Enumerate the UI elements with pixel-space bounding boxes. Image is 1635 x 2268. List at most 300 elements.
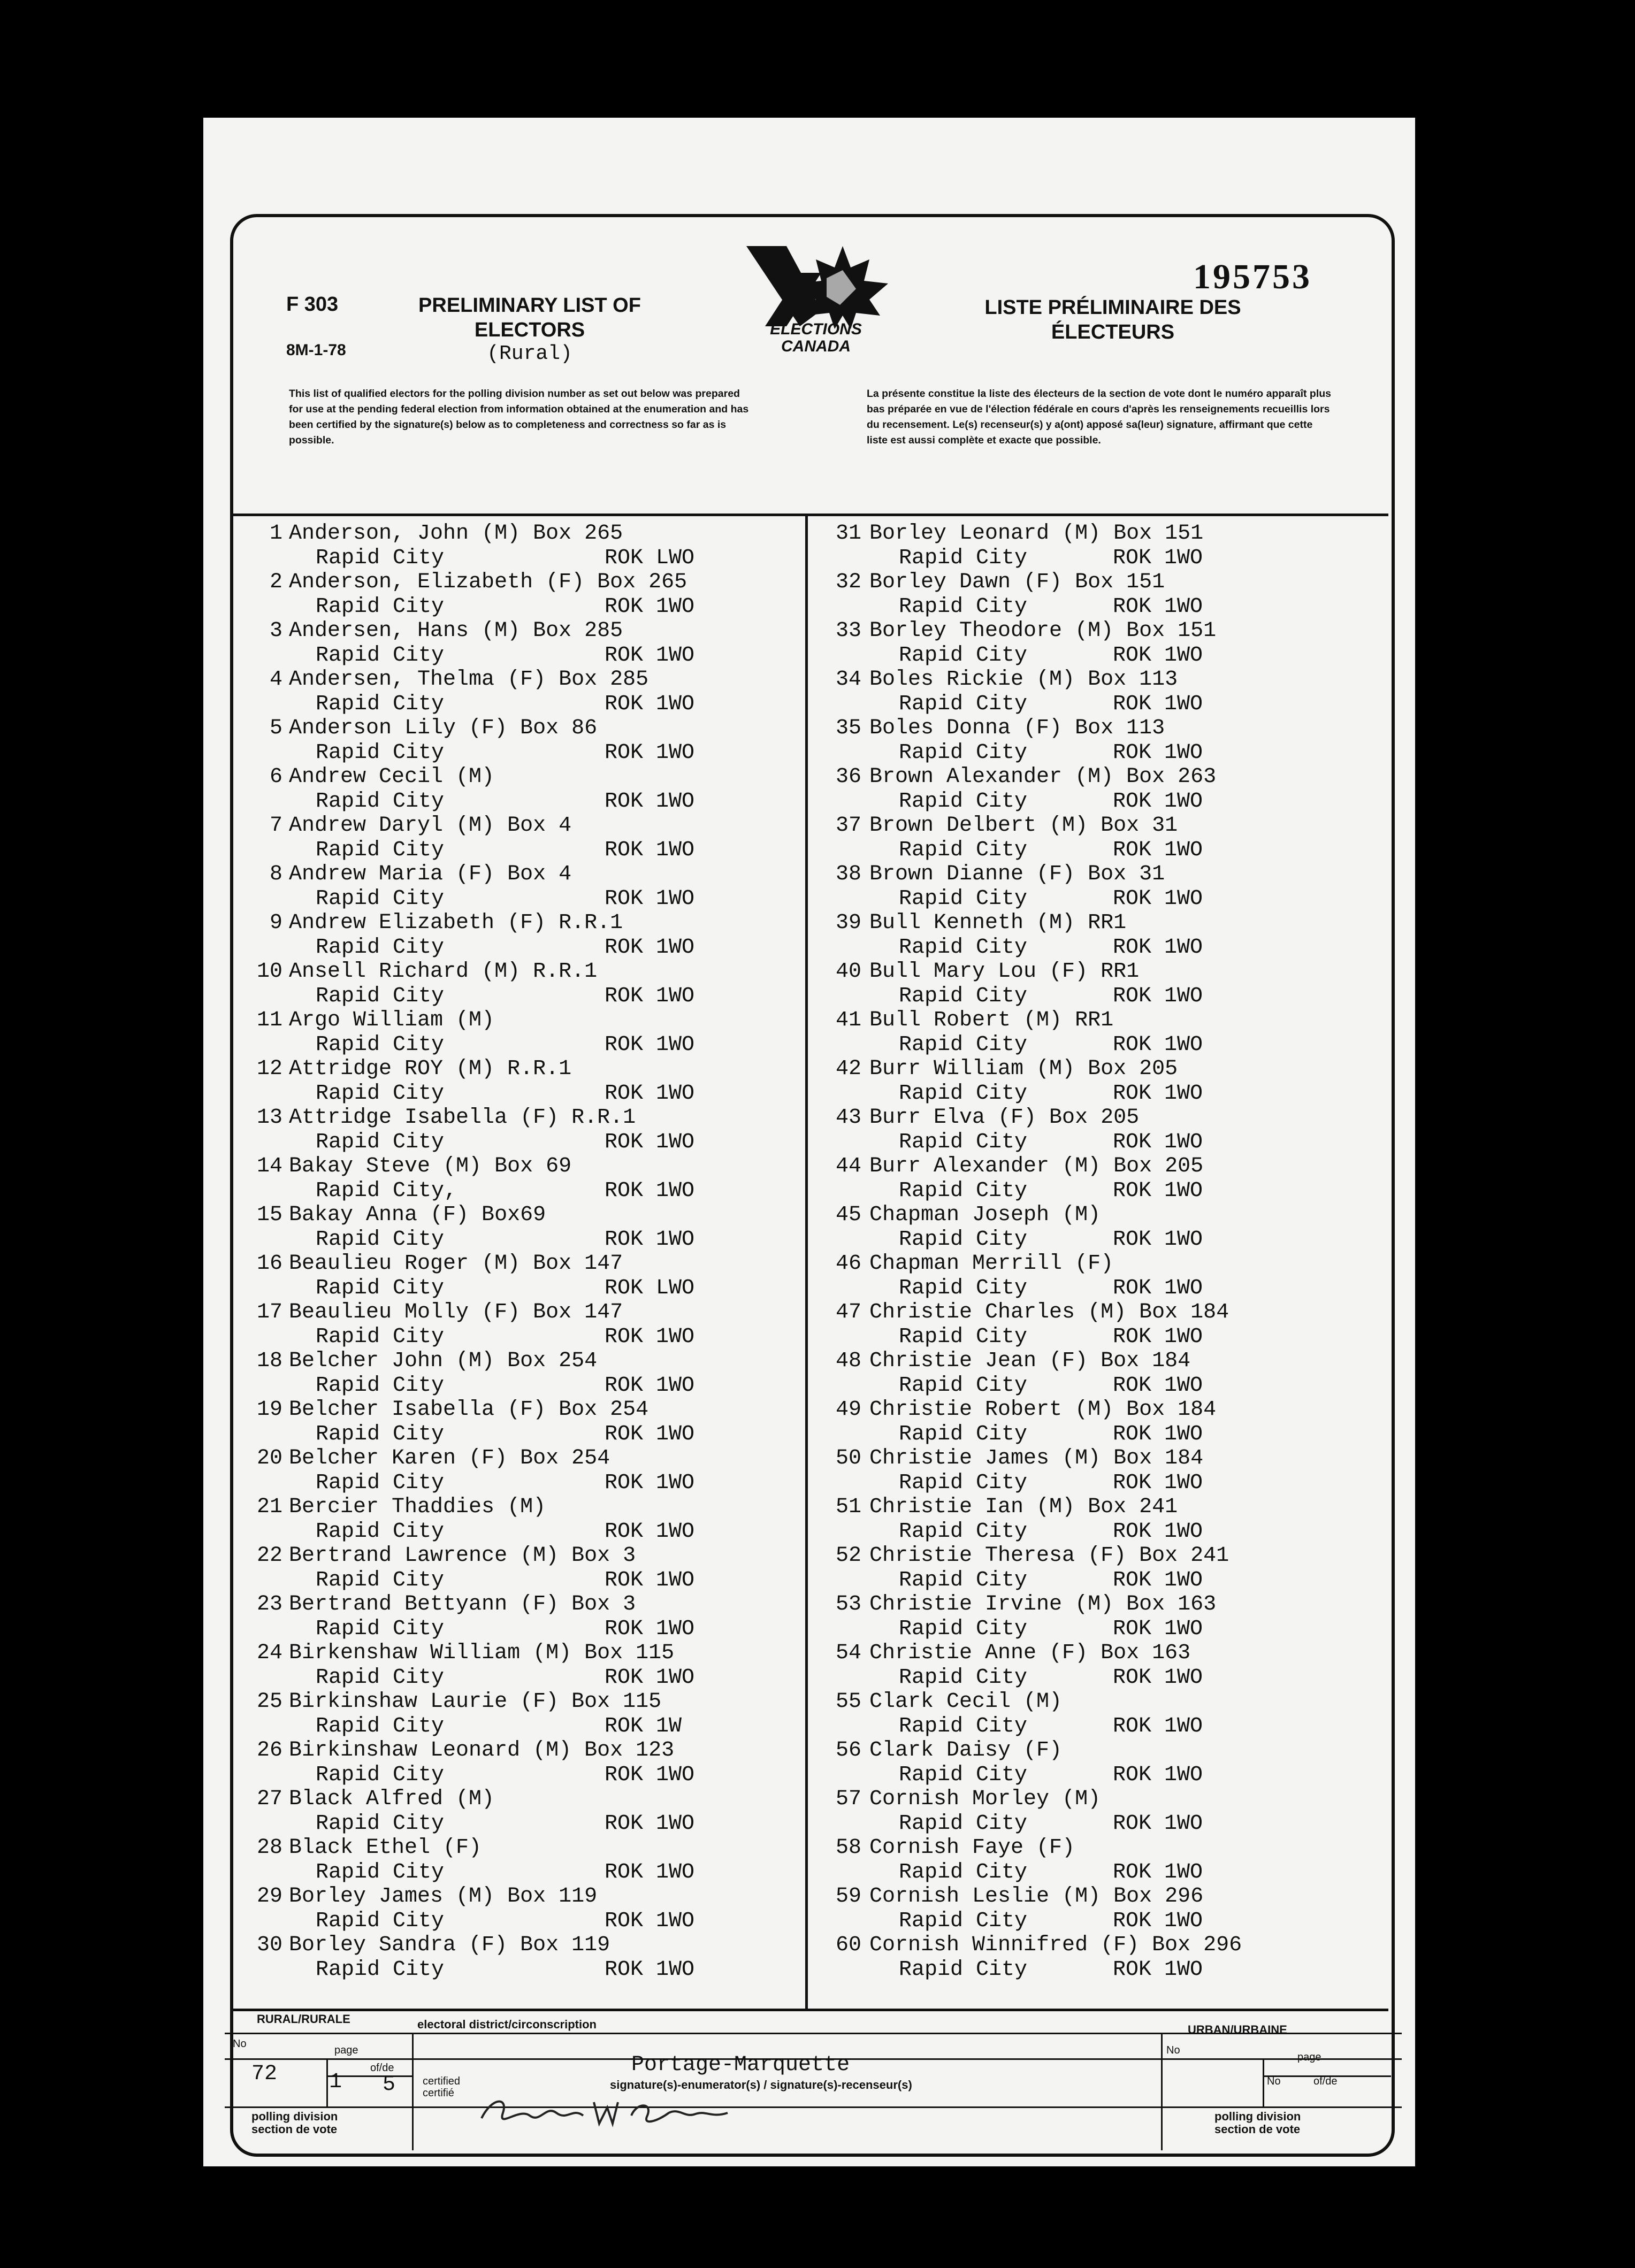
elector-city: Rapid City: [899, 1616, 1028, 1641]
elector-row: [813, 1398, 1380, 1446]
elector-city: Rapid City: [899, 1957, 1028, 1982]
elector-number: 22: [256, 1544, 282, 1568]
elector-postal: ROK 1WO: [605, 1178, 695, 1203]
title-french: [958, 295, 1268, 344]
elector-row: [235, 1349, 803, 1398]
elector-number: 24: [256, 1641, 282, 1665]
elector-name: Bakay Steve (M) Box 69: [289, 1154, 572, 1178]
elector-number: 48: [835, 1349, 861, 1373]
elector-city: Rapid City: [899, 1763, 1028, 1787]
elector-postal: ROK 1WO: [605, 1811, 695, 1836]
elector-city: Rapid City: [316, 789, 445, 814]
elector-city: Rapid City: [899, 546, 1028, 570]
elector-city: Rapid City: [899, 594, 1028, 619]
elector-row: [813, 1544, 1380, 1592]
elector-postal: ROK 1WO: [1113, 789, 1203, 814]
elector-postal: ROK 1WO: [605, 789, 695, 814]
elector-number: 56: [835, 1738, 861, 1763]
elector-row: [235, 1252, 803, 1300]
elector-postal: ROK 1WO: [605, 886, 695, 911]
elector-postal: ROK 1WO: [605, 1860, 695, 1884]
elector-postal: ROK 1WO: [1113, 1032, 1203, 1057]
elector-number: 28: [256, 1836, 282, 1860]
elector-postal: ROK 1WO: [1113, 1811, 1203, 1836]
of-label: of/de: [370, 2062, 394, 2074]
elector-postal: ROK 1WO: [605, 1519, 695, 1544]
elector-postal: ROK 1WO: [1113, 1227, 1203, 1252]
elector-city: Rapid City: [899, 692, 1028, 716]
elector-city: Rapid City: [899, 1130, 1028, 1154]
elector-city: Rapid City: [899, 1081, 1028, 1106]
elector-row: [235, 1787, 803, 1836]
elector-name: Burr William (M) Box 205: [869, 1057, 1178, 1081]
elector-postal: ROK 1WO: [605, 643, 695, 668]
elector-number: 29: [256, 1884, 282, 1909]
elector-postal: ROK 1WO: [1113, 1324, 1203, 1349]
elector-name: Chapman Merrill (F): [869, 1252, 1114, 1276]
elector-number: 53: [835, 1592, 861, 1616]
elector-city: Rapid City: [899, 1909, 1028, 1933]
elector-number: 38: [835, 862, 861, 886]
elector-row: [235, 1933, 803, 1982]
elector-number: 55: [835, 1690, 861, 1714]
elector-name: Belcher Isabella (F) Box 254: [289, 1398, 649, 1422]
elector-row: [235, 1544, 803, 1592]
elector-number: 23: [256, 1592, 282, 1616]
page-total: 5: [383, 2073, 396, 2097]
elector-number: 40: [835, 960, 861, 984]
elector-row: [235, 1738, 803, 1787]
footer-rule: [326, 2059, 328, 2108]
elector-name: Clark Daisy (F): [869, 1738, 1063, 1763]
elector-row: [813, 619, 1380, 668]
elector-postal: ROK 1WO: [605, 1227, 695, 1252]
elector-postal: ROK 1WO: [605, 594, 695, 619]
elector-postal: ROK 1WO: [1113, 1178, 1203, 1203]
elector-name: Bull Robert (M) RR1: [869, 1008, 1114, 1032]
elector-number: 57: [835, 1787, 861, 1811]
elector-city: Rapid City: [316, 1763, 445, 1787]
elector-city: Rapid City: [316, 984, 445, 1008]
elector-row: [813, 1446, 1380, 1495]
elector-number: 21: [256, 1495, 282, 1519]
elector-number: 30: [256, 1933, 282, 1957]
elector-postal: ROK 1WO: [605, 1422, 695, 1446]
elector-list-left: [235, 522, 803, 1982]
footer-divider: [232, 2009, 1388, 2011]
urban-no-label: No: [1166, 2044, 1180, 2056]
elector-city: Rapid City: [316, 1130, 445, 1154]
elector-row: [813, 911, 1380, 960]
elector-name: Borley Sandra (F) Box 119: [289, 1933, 610, 1957]
elector-city: Rapid City: [316, 1324, 445, 1349]
district-value: Portage-Marquette: [631, 2053, 850, 2077]
elector-row: [813, 1008, 1380, 1057]
page-label: page: [334, 2044, 358, 2056]
elector-number: 15: [256, 1203, 282, 1227]
elector-number: 33: [835, 619, 861, 643]
elector-city: Rapid City: [316, 1568, 445, 1592]
title-en-line1: PRELIMINARY LIST OF: [418, 294, 641, 317]
elector-row: [235, 1154, 803, 1203]
title-en-line2: ELECTORS: [474, 319, 585, 341]
elector-postal: ROK 1WO: [605, 692, 695, 716]
elector-number: 49: [835, 1398, 861, 1422]
elector-city: Rapid City: [316, 1373, 445, 1398]
elector-postal: ROK 1WO: [605, 1470, 695, 1495]
title-fr-line1: LISTE PRÉLIMINAIRE DES: [984, 296, 1241, 319]
elector-city: Rapid City: [899, 789, 1028, 814]
elector-number: 14: [256, 1154, 282, 1178]
elector-name: Borley Theodore (M) Box 151: [869, 619, 1217, 643]
urban-page-label: page: [1297, 2051, 1321, 2063]
elector-number: 36: [835, 765, 861, 789]
header-divider: [232, 514, 1388, 516]
elector-row: [235, 1690, 803, 1738]
elector-number: 52: [835, 1544, 861, 1568]
elector-name: Borley James (M) Box 119: [289, 1884, 598, 1909]
logo-text: [733, 321, 899, 355]
elector-postal: ROK 1WO: [1113, 1422, 1203, 1446]
elector-city: Rapid City: [899, 1714, 1028, 1738]
elector-row: [235, 911, 803, 960]
elector-row: [813, 1836, 1380, 1884]
elector-row: [235, 1106, 803, 1154]
elector-number: 2: [269, 570, 282, 594]
elector-city: Rapid City: [899, 1811, 1028, 1836]
urban-polling-division-label: [1214, 2110, 1301, 2136]
elector-row: [813, 1300, 1380, 1349]
elector-row: [235, 1884, 803, 1933]
elector-city: Rapid City: [316, 1470, 445, 1495]
elector-postal: ROK 1WO: [605, 740, 695, 765]
certified-fr: certifié: [423, 2087, 454, 2099]
elector-name: Bertrand Lawrence (M) Box 3: [289, 1544, 636, 1568]
elector-name: Belcher John (M) Box 254: [289, 1349, 598, 1373]
elector-row: [813, 1252, 1380, 1300]
elector-name: Brown Dianne (F) Box 31: [869, 862, 1165, 886]
elector-name: Andersen, Thelma (F) Box 285: [289, 668, 649, 692]
elector-postal: ROK 1WO: [1113, 546, 1203, 570]
elector-postal: ROK 1WO: [1113, 1470, 1203, 1495]
elector-postal: ROK 1WO: [605, 1568, 695, 1592]
elector-city: Rapid City: [899, 1178, 1028, 1203]
elector-row: [235, 1836, 803, 1884]
subtitle-rural: (Rural): [487, 342, 572, 365]
enumerator-signature: [476, 2086, 733, 2134]
elector-number: 43: [835, 1106, 861, 1130]
elector-postal: ROK 1WO: [1113, 1616, 1203, 1641]
elector-postal: ROK 1WO: [1113, 1568, 1203, 1592]
elector-postal: ROK 1WO: [605, 984, 695, 1008]
elector-city: Rapid City: [899, 1519, 1028, 1544]
elector-city: Rapid City: [316, 1276, 445, 1300]
elector-row: [235, 1057, 803, 1106]
elector-name: Burr Alexander (M) Box 205: [869, 1154, 1204, 1178]
elector-row: [235, 668, 803, 716]
elector-postal: ROK 1WO: [1113, 886, 1203, 911]
column-divider: [805, 514, 808, 2009]
elector-number: 5: [269, 716, 282, 740]
elector-list-right: [813, 522, 1380, 1982]
elector-name: Christie James (M) Box 184: [869, 1446, 1204, 1470]
elector-row: [235, 1398, 803, 1446]
elector-row: [813, 522, 1380, 570]
elector-number: 31: [835, 522, 861, 546]
elector-number: 10: [256, 960, 282, 984]
elector-name: Black Ethel (F): [289, 1836, 482, 1860]
elector-name: Argo William (M): [289, 1008, 495, 1032]
elector-name: Ansell Richard (M) R.R.1: [289, 960, 598, 984]
elector-number: 8: [269, 862, 282, 886]
elector-row: [235, 716, 803, 765]
elector-name: Beaulieu Molly (F) Box 147: [289, 1300, 623, 1324]
form-code: F 303: [286, 293, 339, 316]
elector-row: [235, 1008, 803, 1057]
elector-name: Brown Delbert (M) Box 31: [869, 814, 1178, 838]
elector-postal: ROK 1WO: [605, 1130, 695, 1154]
district-label: electoral district/circonscription: [417, 2018, 597, 2031]
elector-postal: ROK 1WO: [1113, 594, 1203, 619]
elector-row: [813, 1738, 1380, 1787]
elector-number: 3: [269, 619, 282, 643]
polling-no-label: No: [233, 2038, 247, 2050]
elector-city: Rapid City: [316, 1616, 445, 1641]
elector-city: Rapid City: [899, 935, 1028, 960]
footer-rule: [412, 2033, 414, 2150]
elector-name: Borley Leonard (M) Box 151: [869, 522, 1204, 546]
elector-city: Rapid City: [316, 1032, 445, 1057]
elector-city: Rapid City: [899, 984, 1028, 1008]
elector-row: [813, 1933, 1380, 1982]
elector-name: Attridge ROY (M) R.R.1: [289, 1057, 572, 1081]
elector-name: Bull Mary Lou (F) RR1: [869, 960, 1140, 984]
elector-number: 12: [256, 1057, 282, 1081]
elector-city: Rapid City: [316, 546, 445, 570]
elector-number: 17: [256, 1300, 282, 1324]
elector-row: [235, 1203, 803, 1252]
intro-text-english: This list of qualified electors for the polling division number as set out below was prepared for use at the pending federal election from information obtained at the enumeration and has been certified by the signature(s) below as to completeness and correctness so far as is possible.: [289, 388, 749, 446]
elector-number: 7: [269, 814, 282, 838]
elector-name: Anderson, Elizabeth (F) Box 265: [289, 570, 687, 594]
elector-name: Clark Cecil (M): [869, 1690, 1063, 1714]
elector-postal: ROK 1WO: [1113, 1763, 1203, 1787]
elector-postal: ROK 1WO: [605, 1373, 695, 1398]
elector-row: [813, 960, 1380, 1008]
elector-postal: ROK LWO: [605, 546, 695, 570]
elector-number: 26: [256, 1738, 282, 1763]
elector-city: Rapid City: [316, 886, 445, 911]
elector-name: Cornish Winnifred (F) Box 296: [869, 1933, 1242, 1957]
elector-number: 54: [835, 1641, 861, 1665]
elector-city: Rapid City: [899, 1276, 1028, 1300]
elector-number: 1: [269, 522, 282, 546]
elector-number: 16: [256, 1252, 282, 1276]
elector-number: 11: [256, 1008, 282, 1032]
elector-city: Rapid City: [899, 1373, 1028, 1398]
elector-name: Black Alfred (M): [289, 1787, 495, 1811]
elector-number: 50: [835, 1446, 861, 1470]
elector-row: [813, 814, 1380, 862]
elector-city: Rapid City: [316, 1957, 445, 1982]
urban-of-label: of/de: [1313, 2075, 1338, 2087]
elector-row: [235, 522, 803, 570]
elector-city: Rapid City: [316, 1519, 445, 1544]
elector-number: 18: [256, 1349, 282, 1373]
elector-name: Andrew Daryl (M) Box 4: [289, 814, 572, 838]
elector-postal: ROK 1WO: [1113, 1714, 1203, 1738]
elector-row: [235, 862, 803, 911]
elector-postal: ROK 1WO: [605, 935, 695, 960]
elector-city: Rapid City: [316, 1665, 445, 1690]
elector-row: [235, 619, 803, 668]
elector-city: Rapid City: [316, 643, 445, 668]
elector-number: 42: [835, 1057, 861, 1081]
elector-city: Rapid City: [899, 1470, 1028, 1495]
elector-postal: ROK 1W: [605, 1714, 682, 1738]
elector-postal: ROK 1WO: [1113, 1957, 1203, 1982]
elector-name: Cornish Faye (F): [869, 1836, 1075, 1860]
elector-name: Cornish Leslie (M) Box 296: [869, 1884, 1204, 1909]
elector-name: Christie Theresa (F) Box 241: [869, 1544, 1229, 1568]
elector-city: Rapid City: [316, 740, 445, 765]
elector-number: 59: [835, 1884, 861, 1909]
elector-postal: ROK LWO: [605, 1276, 695, 1300]
elector-postal: ROK 1WO: [1113, 1665, 1203, 1690]
elector-name: Birkinshaw Laurie (F) Box 115: [289, 1690, 662, 1714]
elector-city: Rapid City: [316, 1422, 445, 1446]
serial-number: 195753: [1193, 257, 1312, 296]
elector-name: Andrew Elizabeth (F) R.R.1: [289, 911, 623, 935]
elector-city: Rapid City: [316, 1860, 445, 1884]
elector-row: [235, 1495, 803, 1544]
elector-city: Rapid City: [899, 740, 1028, 765]
elector-city: Rapid City: [899, 1324, 1028, 1349]
elector-name: Attridge Isabella (F) R.R.1: [289, 1106, 636, 1130]
elector-city: Rapid City: [899, 1860, 1028, 1884]
elector-postal: ROK 1WO: [1113, 984, 1203, 1008]
rural-label: RURAL/RURALE: [257, 2012, 350, 2026]
elector-name: Anderson Lily (F) Box 86: [289, 716, 598, 740]
enumerator-label: signature(s)-enumerator(s) / signature(s)-recenseur(s): [610, 2078, 912, 2091]
elector-city: Rapid City: [899, 1568, 1028, 1592]
elector-number: 9: [269, 911, 282, 935]
elector-row: [235, 1592, 803, 1641]
elector-city: Rapid City: [899, 886, 1028, 911]
elector-postal: ROK 1WO: [1113, 1130, 1203, 1154]
elector-city: Rapid City: [899, 1032, 1028, 1057]
elector-name: Chapman Joseph (M): [869, 1203, 1101, 1227]
elector-postal: ROK 1WO: [1113, 1081, 1203, 1106]
page-number: 1: [329, 2070, 342, 2094]
urban-polling-division-en: polling division: [1214, 2110, 1301, 2123]
elector-name: Anderson, John (M) Box 265: [289, 522, 623, 546]
polling-number: 72: [251, 2062, 278, 2086]
elector-postal: ROK 1WO: [1113, 643, 1203, 668]
elector-row: [813, 1154, 1380, 1203]
elector-postal: ROK 1WO: [605, 1324, 695, 1349]
elector-postal: ROK 1WO: [1113, 1373, 1203, 1398]
elector-row: [813, 1349, 1380, 1398]
elector-row: [813, 570, 1380, 619]
elector-number: 37: [835, 814, 861, 838]
elector-row: [813, 1641, 1380, 1690]
elector-row: [235, 1641, 803, 1690]
elector-number: 58: [835, 1836, 861, 1860]
elector-row: [813, 1057, 1380, 1106]
elector-postal: ROK 1WO: [1113, 740, 1203, 765]
elector-number: 39: [835, 911, 861, 935]
elector-number: 60: [835, 1933, 861, 1957]
elector-row: [813, 668, 1380, 716]
elector-row: [813, 1787, 1380, 1836]
elector-number: 41: [835, 1008, 861, 1032]
elector-name: Andersen, Hans (M) Box 285: [289, 619, 623, 643]
elector-number: 51: [835, 1495, 861, 1519]
elector-city: Rapid City,: [316, 1178, 457, 1203]
intro-text-french: La présente constitue la liste des électeurs de la section de vote dont le numéro apparaît plus bas préparée en vue de l'élection fédérale en cours d'après les renseignements recueillis lors du recensement. Le(s) recenseur(s) y a(ont) apposé sa(leur) signature, affirmant que cette liste est aussi complète et exacte que possible.: [867, 388, 1331, 446]
polling-division-label: [251, 2110, 338, 2136]
elector-city: Rapid City: [316, 1811, 445, 1836]
elector-number: 32: [835, 570, 861, 594]
elector-name: Christie Charles (M) Box 184: [869, 1300, 1229, 1324]
elector-name: Christie Irvine (M) Box 163: [869, 1592, 1217, 1616]
logo-line2: CANADA: [781, 338, 851, 355]
elector-number: 47: [835, 1300, 861, 1324]
elector-row: [235, 1446, 803, 1495]
elector-number: 44: [835, 1154, 861, 1178]
elector-name: Christie Anne (F) Box 163: [869, 1641, 1191, 1665]
footer-rule: [1263, 2059, 1264, 2108]
elector-row: [235, 570, 803, 619]
elector-name: Birkenshaw William (M) Box 115: [289, 1641, 675, 1665]
elector-name: Burr Elva (F) Box 205: [869, 1106, 1140, 1130]
elector-name: Andrew Cecil (M): [289, 765, 495, 789]
footer-rule: [1161, 2033, 1163, 2150]
polling-division-fr: section de vote: [251, 2123, 338, 2136]
elector-postal: ROK 1WO: [1113, 1519, 1203, 1544]
elector-name: Belcher Karen (F) Box 254: [289, 1446, 610, 1470]
elector-postal: ROK 1WO: [605, 838, 695, 862]
elector-row: [235, 765, 803, 814]
elector-row: [813, 1203, 1380, 1252]
elector-postal: ROK 1WO: [605, 1665, 695, 1690]
elector-row: [813, 716, 1380, 765]
elector-name: Borley Dawn (F) Box 151: [869, 570, 1165, 594]
elector-row: [235, 814, 803, 862]
title-english: [385, 293, 674, 342]
elector-city: Rapid City: [316, 935, 445, 960]
elector-row: [813, 1495, 1380, 1544]
elector-name: Christie Ian (M) Box 241: [869, 1495, 1178, 1519]
elector-number: 34: [835, 668, 861, 692]
elector-name: Boles Rickie (M) Box 113: [869, 668, 1178, 692]
elector-number: 20: [256, 1446, 282, 1470]
certified-label: [423, 2075, 460, 2099]
elector-row: [813, 1592, 1380, 1641]
elector-row: [813, 765, 1380, 814]
elector-postal: ROK 1WO: [605, 1081, 695, 1106]
elector-row: [813, 1690, 1380, 1738]
urban-label: URBAN/URBAINE: [1188, 2023, 1287, 2036]
elector-name: Bertrand Bettyann (F) Box 3: [289, 1592, 636, 1616]
elector-city: Rapid City: [316, 692, 445, 716]
urban-no-label-2: No: [1267, 2075, 1281, 2087]
elector-name: Beaulieu Roger (M) Box 147: [289, 1252, 623, 1276]
elector-name: Boles Donna (F) Box 113: [869, 716, 1165, 740]
elector-number: 25: [256, 1690, 282, 1714]
elector-name: Cornish Morley (M): [869, 1787, 1101, 1811]
